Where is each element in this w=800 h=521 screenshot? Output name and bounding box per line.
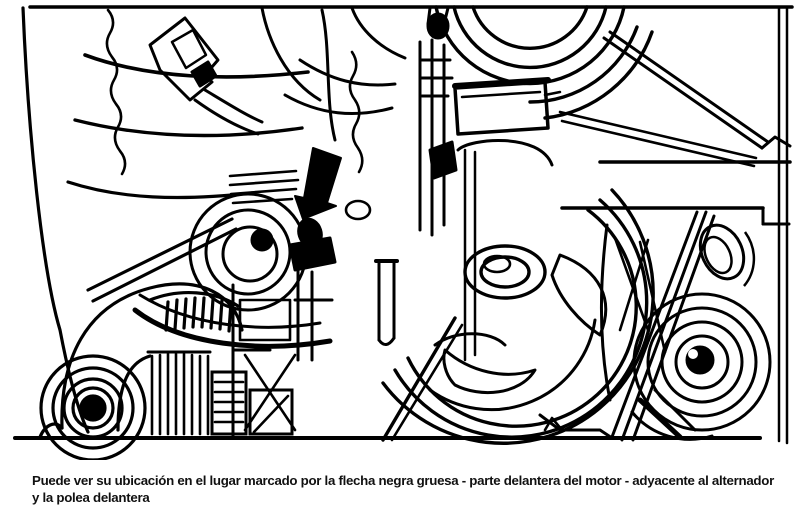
stripe-stack bbox=[230, 171, 298, 203]
dipstick-tube bbox=[376, 261, 397, 345]
pulley-slot bbox=[552, 255, 606, 335]
thick-black-arrow-marker bbox=[295, 148, 341, 219]
fender-panel bbox=[23, 8, 308, 432]
figure-caption: Puede ver su ubicación en el lugar marcado por la flecha negra gruesa - parte delantera del motor - adyacente al alternador y la polea delantera bbox=[32, 473, 774, 505]
engine-mount bbox=[420, 8, 560, 360]
cable-chain bbox=[107, 10, 362, 174]
upper-bracket bbox=[150, 8, 320, 134]
hoses bbox=[88, 8, 405, 301]
figure-frame bbox=[15, 7, 792, 443]
drive-belt bbox=[601, 212, 714, 440]
top-pulley bbox=[436, 7, 652, 118]
crank-pulley bbox=[383, 190, 653, 443]
idler-pulley bbox=[632, 294, 770, 439]
alternator-pulley-hub bbox=[81, 396, 105, 420]
